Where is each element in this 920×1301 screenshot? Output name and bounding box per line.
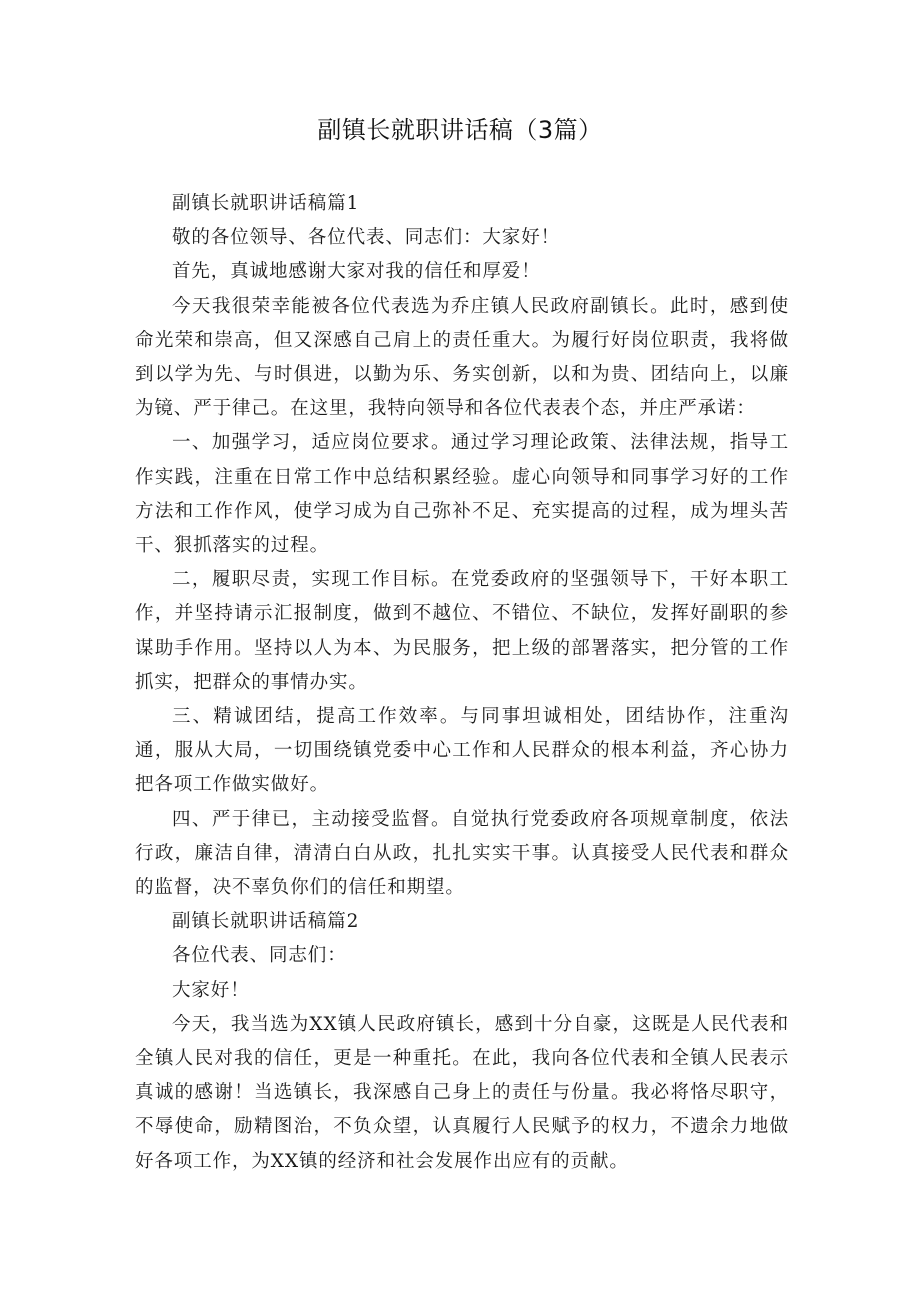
salutation: 各位代表、同志们： (172, 945, 347, 967)
paragraph: 四、严于律已，主动接受监督。自觉执行党委政府各项规章制度，依法行政，廉洁自律，清清白白从政，扎扎实实干事。认真接受人民代表和群众的监督，决不辜负你们的信任和期望。 (135, 808, 789, 899)
paragraph: 首先，真诚地感谢大家对我的信任和厚爱！ (172, 261, 541, 283)
paragraph: 今天我很荣幸能被各位代表选为乔庄镇人民政府副镇长。此时，感到使命光荣和崇高，但又深感自己肩上的责任重大。为履行好岗位职责，我将做到以学为先、与时俱进，以勤为乐、务实创新，以和为贵、团结向上，以廉为镜、严于律己。在这里，我特向领导和各位代表表个态，并庄严承诺： (135, 295, 789, 420)
document-title: 副镇长就职讲话稿（3篇） (317, 116, 603, 144)
paragraph: 二，履职尽责，实现工作目标。在党委政府的坚强领导下，干好本职工作，并坚持请示汇报制度，做到不越位、不错位、不缺位，发挥好副职的参谋助手作用。坚持以人为本、为民服务，把上级的部署落实，把分管的工作抓实，把群众的事情办实。 (135, 569, 789, 693)
document-body (135, 187, 789, 1179)
paragraph: 一、加强学习，适应岗位要求。通过学习理论政策、法律法规，指导工作实践，注重在日常工作中总结积累经验。虚心向领导和同事学习好的工作方法和工作作风，使学习成为自己弥补不足、充实提高的过程，成为埋头苦干、狠抓落实的过程。 (135, 432, 789, 557)
paragraph: 三、精诚团结，提高工作效率。与同事坦诚相处，团结协作，注重沟通，服从大局，一切围绕镇党委中心工作和人民群众的根本利益，齐心协力把各项工作做实做好。 (135, 706, 789, 796)
paragraph: 今天，我当选为XX镇人民政府镇长，感到十分自豪，这既是人民代表和全镇人民对我的信任，更是一种重托。在此，我向各位代表和全镇人民表示真诚的感谢！当选镇长，我深感自己身上的责任与份量。我必将恪尽职守，不辱使命，励精图治，不负众望，认真履行人民赋予的权力，不遗余力地做好各项工作，为XX镇的经济和社会发展作出应有的贡献。 (135, 1013, 789, 1172)
salutation: 敬的各位领导、各位代表、同志们：大家好！ (172, 227, 561, 249)
greeting: 大家好！ (172, 979, 250, 1001)
section-heading-2: 副镇长就职讲话稿篇2 (172, 911, 360, 933)
section-heading-1: 副镇长就职讲话稿篇1 (172, 193, 360, 214)
